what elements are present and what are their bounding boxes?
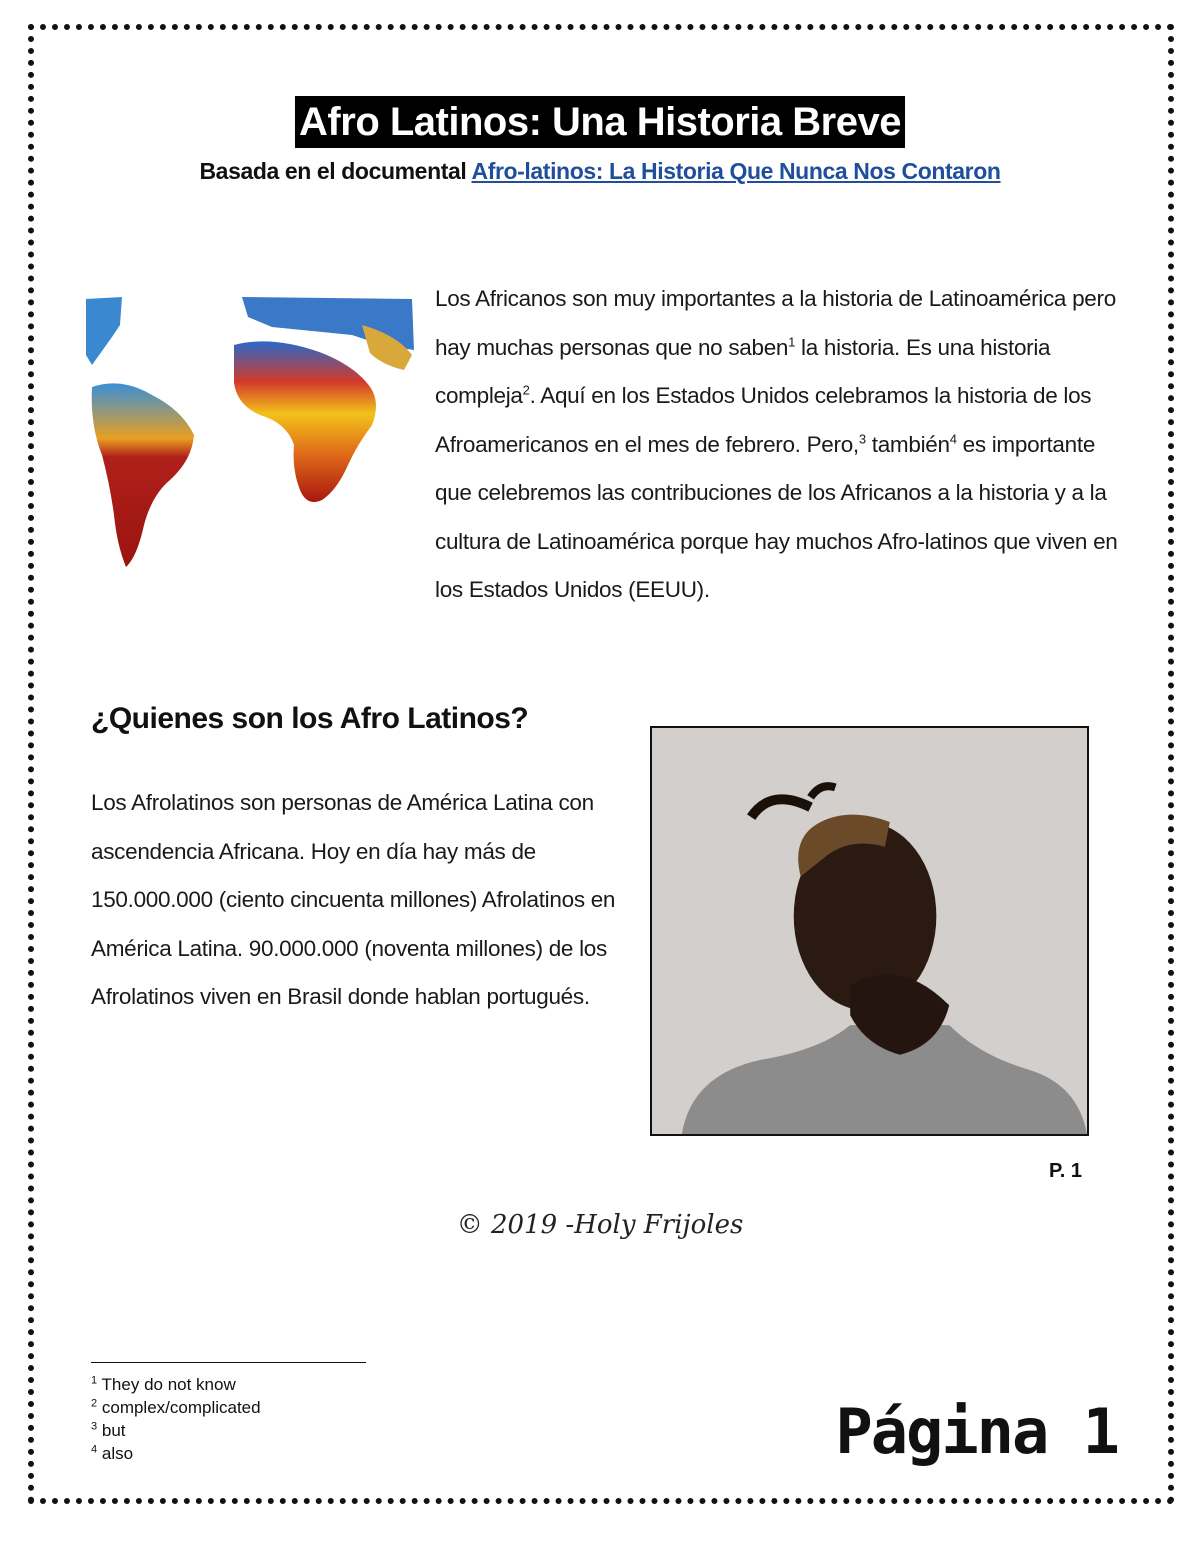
footnotes	[91, 1373, 261, 1465]
footnote-item: $^4$ also	[91, 1443, 134, 1463]
americas-shape	[86, 297, 122, 365]
footnote-item: $^2$ complex/complicated	[91, 1397, 261, 1417]
footnote-ref[interactable]: 2	[522, 382, 530, 398]
woman-portrait-photo	[650, 726, 1089, 1136]
section-body: Los Afrolatinos son personas de América Latina con ascendencia Africana. Hoy en día hay más de 150.000.000 (ciento cincuenta millones) Afrolatinos en América Latina. 90.000.000 (noventa millones) de los Afrolatinos viven en Brasil donde hablan portugués.	[91, 790, 616, 1009]
section-heading: ¿Quienes son los Afro Latinos?	[91, 702, 529, 735]
page-footer-label: Página 1	[835, 1395, 1118, 1468]
africa-shape	[234, 341, 376, 502]
intro-paragraph: Los Africanos son muy importantes a la historia de Latinoamérica pero hay muchas personas que no saben$^1$ la historia. Es una historia compleja$^2$. Aquí en los Estados Unidos celebramos la historia de los Afroamericanos en el mes de febrero. Pero,$^3$ también$^4$ es importante que celebremos las contribuciones de los Africanos a la historia y a la cultura de Latinoamérica porque hay muchos Afro-latinos que viven en los Estados Unidos (EEUU).	[435, 286, 1118, 602]
footnote-ref[interactable]: 4	[949, 431, 957, 446]
south-america-shape	[92, 383, 194, 567]
footnote-item: $^3$ but	[91, 1420, 126, 1440]
page-title: Afro Latinos: Una Historia Breve	[295, 96, 905, 148]
copyright-signature: © 2019 -Holy Frijoles	[456, 1210, 744, 1240]
subtitle	[0, 158, 1200, 185]
footnote-ref[interactable]: 3	[858, 431, 866, 446]
subtitle-prefix: Basada en el documental	[199, 158, 467, 184]
footnote-item: $^1$ They do not know	[91, 1374, 236, 1394]
documentary-link[interactable]: Afro-latinos: La Historia Que Nunca Nos Contaron	[471, 158, 1001, 184]
footnote-ref[interactable]: 1	[788, 334, 796, 349]
world-map-image	[82, 295, 417, 575]
footnote-divider	[91, 1362, 366, 1363]
page-number-label: P. 1	[1049, 1160, 1082, 1182]
